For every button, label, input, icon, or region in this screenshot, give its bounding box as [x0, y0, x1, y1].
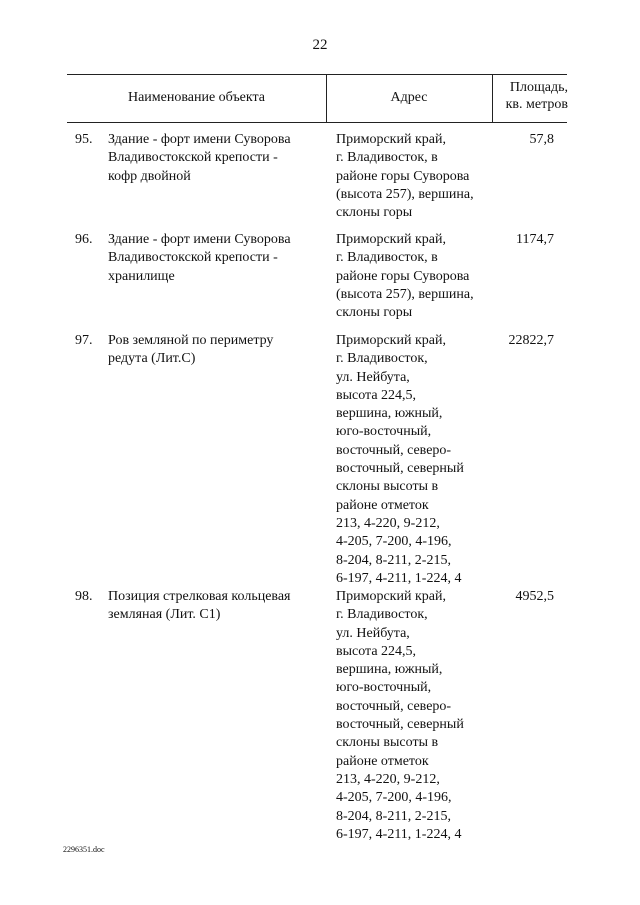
address-line: (высота 257), вершина, — [336, 286, 474, 302]
object-address — [336, 332, 496, 588]
address-line: вершина, южный, — [336, 662, 443, 678]
object-name-line: Здание - форт имени Суворова — [108, 232, 291, 247]
address-line: Приморский край, — [336, 132, 446, 147]
address-line: склоны высоты в — [336, 479, 439, 495]
object-name-line: земляная (Лит. С1) — [108, 607, 221, 623]
address-line: ул. Нейбута, — [336, 369, 410, 385]
object-area: 57,8 — [529, 132, 554, 147]
header-area — [492, 79, 568, 113]
object-name-line: Позиция стрелковая кольцевая — [108, 589, 291, 604]
object-address — [336, 131, 496, 222]
address-line: склоны горы — [336, 205, 413, 221]
address-line: Приморский край, — [336, 232, 446, 247]
address-line: 213, 4-220, 9-212, — [336, 515, 440, 531]
object-name — [108, 588, 323, 625]
address-line: районе отметок — [336, 497, 429, 513]
address-line: вершина, южный, — [336, 406, 443, 422]
object-address — [336, 588, 496, 844]
address-line: восточный, северо- — [336, 698, 452, 714]
address-line: восточный, северный — [336, 717, 464, 733]
row-number: 95. — [75, 132, 93, 147]
address-line: ул. Нейбута, — [336, 625, 410, 641]
address-line: Приморский край, — [336, 333, 446, 348]
object-area: 22822,7 — [508, 333, 554, 348]
table-header-rule — [67, 122, 567, 123]
object-name-line: хранилище — [108, 268, 175, 284]
document-filename: 2296351.doc — [63, 845, 105, 854]
row-number: 98. — [75, 589, 93, 604]
object-name-line: кофр двойной — [108, 168, 191, 184]
object-name-line: Здание - форт имени Суворова — [108, 132, 291, 147]
address-line: районе горы Суворова — [336, 268, 470, 284]
address-line: 213, 4-220, 9-212, — [336, 771, 440, 787]
address-line: (высота 257), вершина, — [336, 186, 474, 202]
object-name — [108, 231, 323, 286]
address-line: г. Владивосток, — [336, 351, 428, 367]
address-line: восточный, северный — [336, 461, 464, 477]
object-name-line: Владивостокской крепости - — [108, 150, 278, 166]
address-line: 8-204, 8-211, 2-215, — [336, 552, 451, 568]
address-line: юго-восточный, — [336, 680, 432, 696]
object-address — [336, 231, 496, 322]
address-line: 4-205, 7-200, 4-196, — [336, 534, 452, 550]
address-line: высота 224,5, — [336, 387, 417, 403]
address-line: Приморский край, — [336, 589, 446, 604]
page-number: 22 — [312, 37, 328, 53]
object-name-line: редута (Лит.С) — [108, 351, 196, 367]
object-area: 4952,5 — [515, 589, 554, 604]
address-line: юго-восточный, — [336, 424, 432, 440]
object-name — [108, 131, 323, 186]
address-line: г. Владивосток, — [336, 607, 428, 623]
header-area-line-1: Площадь, — [509, 80, 568, 95]
address-line: высота 224,5, — [336, 643, 417, 659]
address-line: склоны горы — [336, 305, 413, 321]
row-number: 96. — [75, 232, 93, 247]
object-area: 1174,7 — [516, 232, 554, 247]
address-line: склоны высоты в — [336, 735, 439, 751]
object-name-line: Ров земляной по периметру — [108, 333, 274, 348]
address-line: 8-204, 8-211, 2-215, — [336, 808, 451, 824]
address-line: г. Владивосток, в — [336, 150, 438, 166]
address-line: 4-205, 7-200, 4-196, — [336, 790, 452, 806]
address-line: восточный, северо- — [336, 442, 452, 458]
address-line: районе отметок — [336, 753, 429, 769]
address-line: 6-197, 4-211, 1-224, 4 — [336, 570, 462, 586]
row-number: 97. — [75, 333, 93, 348]
address-line: 6-197, 4-211, 1-224, 4 — [336, 826, 462, 842]
header-name: Наименование объекта — [127, 90, 266, 105]
header-address: Адрес — [390, 90, 428, 105]
object-name — [108, 332, 323, 369]
object-name-line: Владивостокской крепости - — [108, 250, 278, 266]
address-line: г. Владивосток, в — [336, 250, 438, 266]
header-area-line-2: кв. метров — [505, 97, 568, 112]
address-line: районе горы Суворова — [336, 168, 470, 184]
